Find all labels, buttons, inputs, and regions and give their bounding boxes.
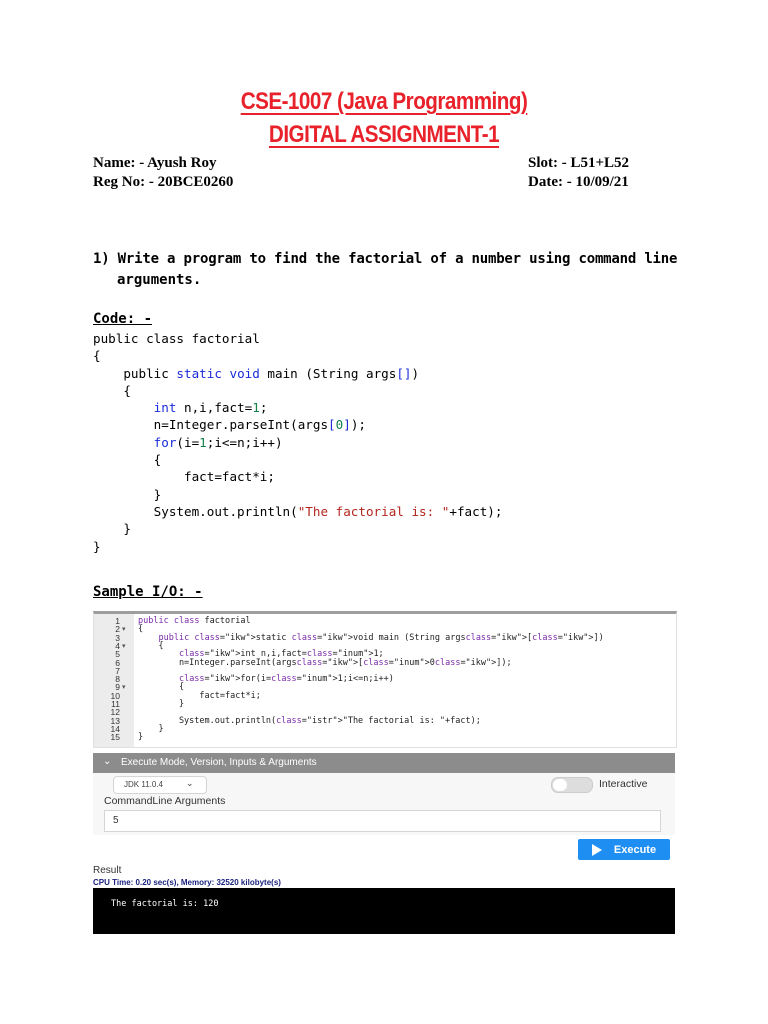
interactive-label: Interactive [599,778,648,790]
editor-code-line: { [138,682,185,693]
console-output: The factorial is: 120 [111,899,219,909]
args-value: 5 [113,815,119,826]
editor-code-line: } [138,699,185,709]
code-line: } [93,521,131,537]
execute-button[interactable] [578,839,670,860]
document-title-line1: CSE-1007 (Java Programming) [240,88,528,115]
code-listing [93,330,502,555]
code-line: for(i=1;i<=n;i++) [153,434,283,450]
editor-line-number: 6 [115,657,120,668]
document-title-line2: DIGITAL ASSIGNMENT-1 [268,121,500,148]
editor-line-number: 4 [115,640,120,651]
args-input[interactable] [104,810,661,832]
execution-stats: CPU Time: 0.20 sec(s), Memory: 32520 kilobyte(s) [93,878,281,887]
fold-arrow-icon[interactable]: ▾ [122,683,126,692]
editor-line-number: 2 [115,624,120,635]
editor-line-number: 11 [111,699,120,709]
execute-options-bar[interactable] [93,753,675,773]
editor-code-line: } [138,732,144,743]
jdk-version-select[interactable] [113,776,207,794]
sample-io-heading: Sample I/O: - [93,584,203,600]
code-line: public static void main (String args[]) [93,365,420,381]
interactive-toggle[interactable] [551,777,593,793]
date-info: Date: - 10/09/21 [528,174,629,190]
editor-line-number: 5 [115,649,120,660]
chevron-down-icon: ⌄ [103,756,112,767]
editor-line-number: 15 [110,732,120,743]
editor-code-line: fact=fact*i; [138,690,261,701]
slot-info: Slot: - L51+L52 [528,155,630,171]
student-name: Name: - Ayush Roy [93,155,217,171]
editor-line-number: 1 [115,616,120,626]
code-line: System.out.println("The factorial is: "+fact); [93,503,503,519]
fold-arrow-icon[interactable]: ▾ [122,625,126,634]
jdk-version-value: JDK 11.0.4 [124,780,163,789]
question-text: 1) Write a program to find the factorial of a number using command line arguments. [93,251,678,288]
fold-arrow-icon[interactable]: ▾ [122,641,126,650]
chevron-down-icon: ⌄ [186,778,194,788]
code-line: { [93,382,131,398]
editor-line-number: 7 [115,665,120,676]
play-icon [592,844,602,856]
code-line: { [93,348,101,364]
code-line: n=Integer.parseInt(args[0]); [93,417,366,433]
output-console [93,888,675,934]
code-line: { [93,452,162,468]
result-label: Result [93,865,122,876]
editor-code-line: class="ikw">int n,i,fact=class="inum">1; [178,649,384,660]
execute-options-title: Execute Mode, Version, Inputs & Arguments [121,757,317,768]
code-line: } [93,486,162,502]
editor-code-line: { [138,624,144,635]
registration-number: Reg No: - 20BCE0260 [93,174,234,190]
editor-code-line: { [138,640,164,651]
execute-label: Execute [613,843,657,856]
editor-line-number: 14 [110,723,120,734]
editor-code-line: public class="ikw">static class="ikw">void main (String argsclass="ikw">[class="ikw">]) [158,632,604,643]
editor-code-line: } [138,723,164,734]
editor-line-number: 13 [110,715,120,726]
editor-line-number: 3 [115,632,120,643]
editor-line-number: 9 [115,682,120,693]
editor-code-line: n=Integer.parseInt(argsclass="ikw">[class="inum">0class="ikw">]); [138,657,512,668]
editor-code-line: public class factorial [138,616,251,626]
code-line: public class factorial [93,331,260,346]
editor-line-number: 10 [110,690,120,701]
editor-line-number: 12 [110,707,120,718]
code-heading: Code: - [93,311,153,327]
code-line: fact=fact*i; [93,469,275,485]
code-editor[interactable] [93,611,677,748]
args-label: CommandLine Arguments [104,795,226,807]
code-line: } [93,538,101,554]
editor-code-line: class="ikw">for(i=class="inum">1;i<=n;i++) [178,674,394,685]
code-line: int n,i,fact=1; [153,400,268,416]
editor-line-number: 8 [115,674,120,685]
editor-code-line: System.out.println(class="istr">"The factorial is: "+fact); [138,715,481,726]
